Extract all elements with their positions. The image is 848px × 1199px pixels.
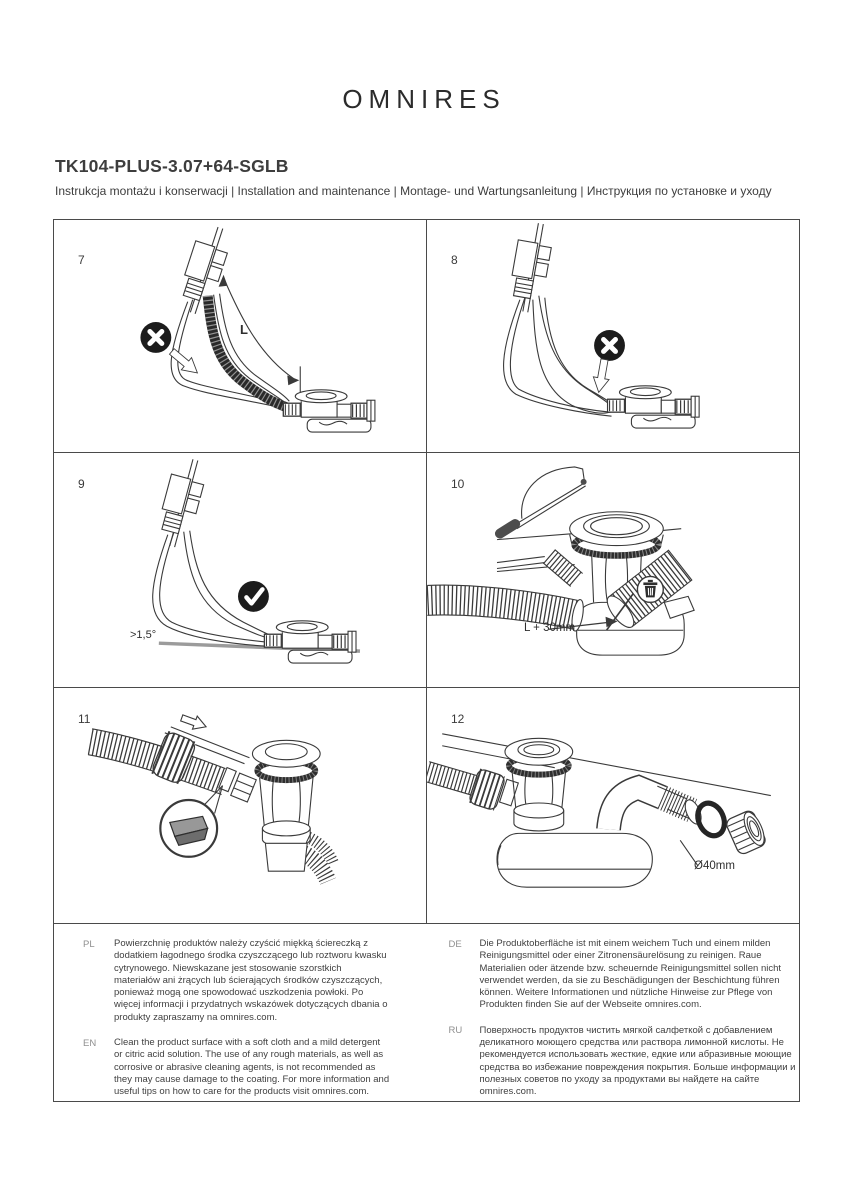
step-panel-9 <box>54 453 427 688</box>
corrugated-hose <box>427 762 477 796</box>
callout-gasket <box>160 786 222 857</box>
language-label: DE <box>448 938 462 950</box>
brand-logo: OMNIRES <box>342 84 506 114</box>
product-code: TK104-PLUS-3.07+64-SGLB <box>55 156 289 176</box>
prohibited-icon <box>140 322 171 353</box>
care-text: Clean the product surface with a soft cloth and a mild detergent or citric acid solution. The use of any rough materials, as well as corrosive or abrasive cleaning agents, is not recommended as they may cause damage to the coating. For more information and useful tips on how to care for the products visit omnires.com. <box>114 1037 390 1098</box>
step-number: 11 <box>78 712 91 726</box>
manual-subtitle: Instrukcja montażu i konserwacji | Installation and maintenance | Montage- und Wartungsanleitung | Инструкция по установке и уходу <box>55 184 772 198</box>
drain-body <box>512 770 566 831</box>
step-12-diagram <box>427 688 799 923</box>
dimension-label: L <box>240 322 248 337</box>
step-number: 7 <box>78 253 85 267</box>
diameter-label: Ø40mm <box>694 860 735 872</box>
drain-assembly <box>264 621 356 663</box>
dimension-line <box>219 275 301 399</box>
trash-icon <box>637 576 663 602</box>
language-label: EN <box>83 1037 97 1049</box>
overflow-fitting <box>506 220 555 314</box>
step-number: 8 <box>451 253 458 267</box>
step-11-diagram <box>54 688 426 923</box>
instruction-box <box>53 219 800 1102</box>
overflow-fitting <box>153 455 209 550</box>
steps-grid <box>54 220 799 924</box>
step-number: 9 <box>78 477 85 491</box>
prohibited-icon <box>594 330 625 361</box>
step-panel-8 <box>427 220 799 453</box>
care-text: Поверхность продуктов чистить мягкой салфеткой с добавлением деликатного моющего средства или раствора лимонной кислоты. Не рекомендуется использовать жесткие, едкие или абразивные моющие средства во избежание повреждения покрытия. Больше информации и полезных советов по уходу за продуктами вы найдете на сайте omnires.com. <box>479 1024 796 1098</box>
care-text: Powierzchnię produktów należy czyścić miękką ściereczką z dodatkiem łagodnego środka czyszczącego lub roztworu kwasku cytrynowego. Niewskazane jest stosowanie szorstkich materiałów ani żrących lub ścierających środków czyszczących, ponieważ mogą one spowodować uszkodzenia powłoki. Po więcej informacji i przydatnych wskazówek dotyczących dbania o produkty zapraszamy na omnires.com. <box>114 938 388 1023</box>
union-nut <box>725 808 769 855</box>
care-column-left <box>54 938 427 1112</box>
o-ring <box>693 799 730 840</box>
hose-joint <box>231 773 257 802</box>
drain-assembly <box>608 386 700 428</box>
hose-connector <box>543 550 583 587</box>
care-paragraph-ru <box>449 1025 800 1099</box>
care-paragraph-en <box>83 1037 427 1098</box>
step-8-diagram <box>427 220 799 452</box>
drain-body <box>259 776 313 872</box>
language-label: RU <box>448 1025 463 1037</box>
overflow-hose-sagging <box>504 296 613 416</box>
drain-base <box>497 833 652 887</box>
step-panel-12 <box>427 688 799 924</box>
step-panel-10 <box>427 453 799 688</box>
waste-outlet-pipe <box>609 786 705 829</box>
drain-assembly <box>283 390 375 432</box>
care-instructions <box>54 924 799 1112</box>
pointer-arrow <box>591 358 612 394</box>
drain-flange <box>570 512 664 546</box>
waste-outlet <box>303 837 333 881</box>
drain-flange <box>505 738 573 765</box>
step-number: 12 <box>451 712 465 726</box>
ok-icon <box>238 581 269 612</box>
drain-flange <box>252 740 320 767</box>
step-10-diagram <box>427 453 799 687</box>
language-label: PL <box>83 938 95 950</box>
care-paragraph-pl <box>83 938 427 1024</box>
care-paragraph-de <box>449 938 800 1012</box>
care-text: Die Produktoberfläche ist mit einem weichem Tuch und einem milden Reinigungsmittel oder einer Zitronensäurelösung zu reinigen. Raue Materialien oder ätzende bzw. scheuernde Reinigungsmittel sollen nicht verwendet werden, da sie zu Beschädigungen der Beschichtung führen können. Weitere Informationen und nützliche Hinweise zur Pflege von Produkten finden Sie auf der Webseite omnires.com. <box>479 938 782 1011</box>
step-panel-11 <box>54 688 427 924</box>
care-column-right <box>427 938 800 1112</box>
step-9-diagram <box>54 453 426 687</box>
direction-arrow <box>179 711 208 733</box>
step-number: 10 <box>451 477 465 491</box>
slope-label: >1,5° <box>130 629 157 641</box>
overflow-hose <box>171 294 289 409</box>
cut-length-label: L + 30mm <box>524 622 576 634</box>
step-panel-7 <box>54 220 427 453</box>
